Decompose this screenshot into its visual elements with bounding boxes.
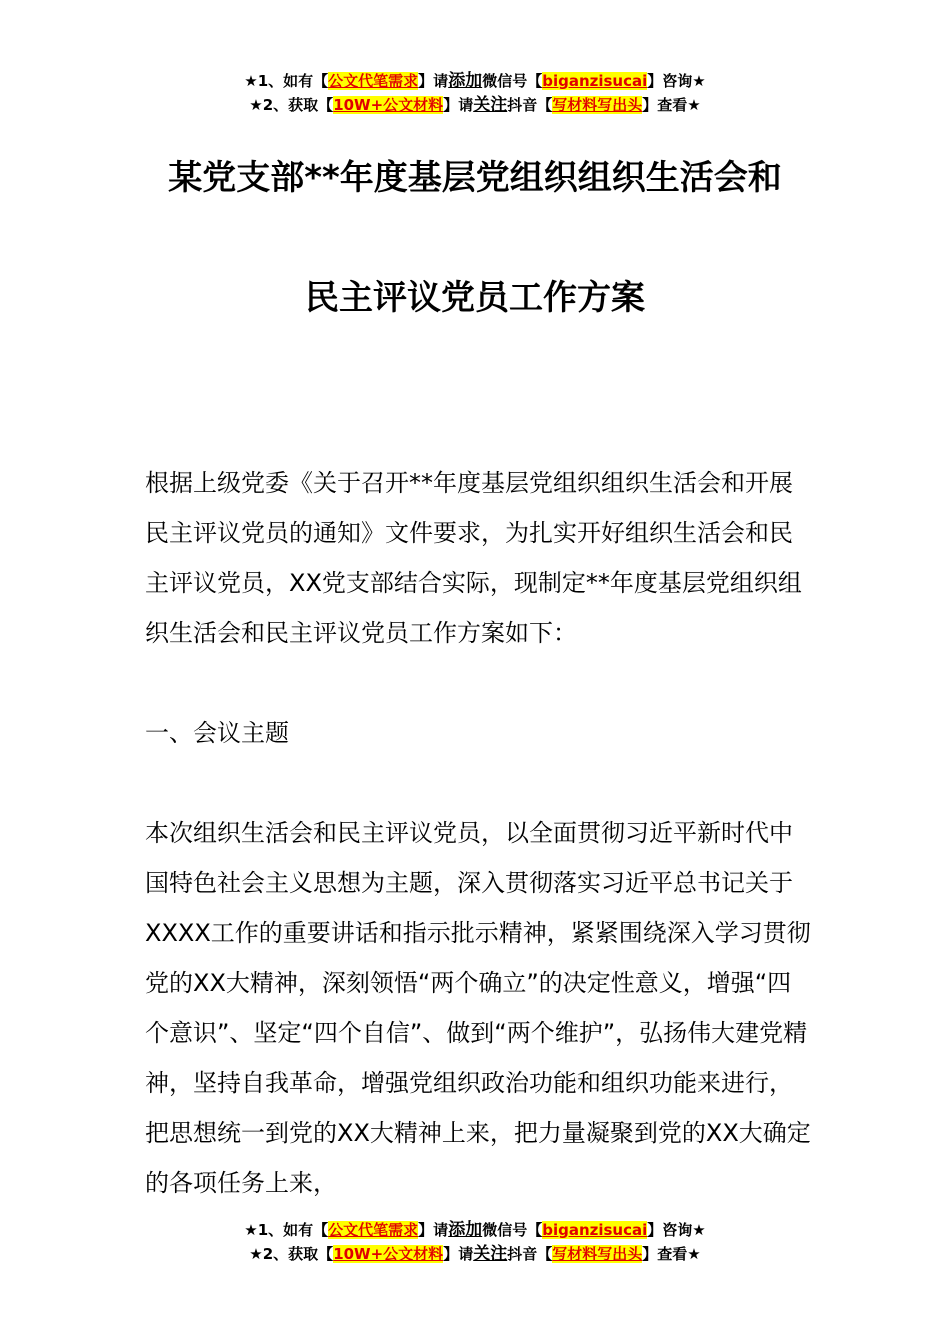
- section-paragraph: 本次组织生活会和民主评议党员，以全面贯彻习近平新时代中国特色社会主义思想为主题，深入贯彻落实习近平总书记关于XXXX工作的重要讲话和指示批示精神，紧紧围绕深入学习贯彻党的XX大精神，深刻领悟“两个确立”的决定性意义，增强“四个意识”、坚定“四个自信”、做到“两个维护”，弘扬伟大建党精神，坚持自我革命，增强党组织政治功能和组织功能来进行，把思想统一到党的XX大精神上来，把力量凝聚到党的XX大确定的各项任务上来，: [145, 819, 811, 1197]
- banner-text: 】请: [443, 1245, 474, 1263]
- banner-text: 】查看★: [642, 96, 701, 114]
- banner-text: 抖音【: [507, 1245, 553, 1263]
- body-text: [145, 458, 815, 1208]
- banner-text: 】请: [418, 1221, 449, 1239]
- banner-text: 】请: [418, 72, 449, 90]
- title-line-1: 某党支部**年度基层党组织组织生活会和: [168, 158, 782, 198]
- banner-text: 微信号【: [482, 72, 543, 90]
- banner-text: 】咨询★: [647, 72, 706, 90]
- banner-highlight: 写材料写出头: [552, 1245, 643, 1263]
- banner-line-2: [0, 1242, 950, 1266]
- banner-text: 】咨询★: [647, 1221, 706, 1239]
- banner-text: 】请: [443, 96, 474, 114]
- footer-banner: [0, 1218, 950, 1266]
- banner-highlight: 写材料写出头: [552, 96, 643, 114]
- banner-highlight: biganzisucai: [542, 72, 648, 90]
- banner-text: 微信号【: [482, 1221, 543, 1239]
- banner-highlight: 10W+公文材料: [333, 1245, 444, 1263]
- banner-line-1: [0, 1218, 950, 1242]
- banner-text: ★1、如有【: [244, 72, 329, 90]
- banner-text: 抖音【: [507, 96, 553, 114]
- banner-underline: 关注: [473, 95, 508, 115]
- banner-text: ★2、获取【: [249, 96, 334, 114]
- banner-highlight: biganzisucai: [542, 1221, 648, 1239]
- banner-text: 】查看★: [642, 1245, 701, 1263]
- banner-text: ★2、获取【: [249, 1245, 334, 1263]
- banner-highlight: 公文代笔需求: [328, 1221, 419, 1239]
- banner-highlight: 10W+公文材料: [333, 96, 444, 114]
- banner-line-1: [0, 69, 950, 93]
- banner-line-2: [0, 93, 950, 117]
- banner-underline: 添加: [448, 71, 483, 91]
- title-line-2: 民主评议党员工作方案: [305, 278, 645, 318]
- banner-underline: 关注: [473, 1244, 508, 1264]
- section-heading: 一、会议主题: [145, 719, 289, 747]
- intro-paragraph: 根据上级党委《关于召开**年度基层党组织组织生活会和开展民主评议党员的通知》文件要求，为扎实开好组织生活会和民主评议党员，XX党支部结合实际，现制定**年度基层党组织组织生活会和民主评议党员工作方案如下：: [145, 469, 802, 647]
- header-banner: [0, 69, 950, 117]
- banner-text: ★1、如有【: [244, 1221, 329, 1239]
- banner-underline: 添加: [448, 1220, 483, 1240]
- banner-highlight: 公文代笔需求: [328, 72, 419, 90]
